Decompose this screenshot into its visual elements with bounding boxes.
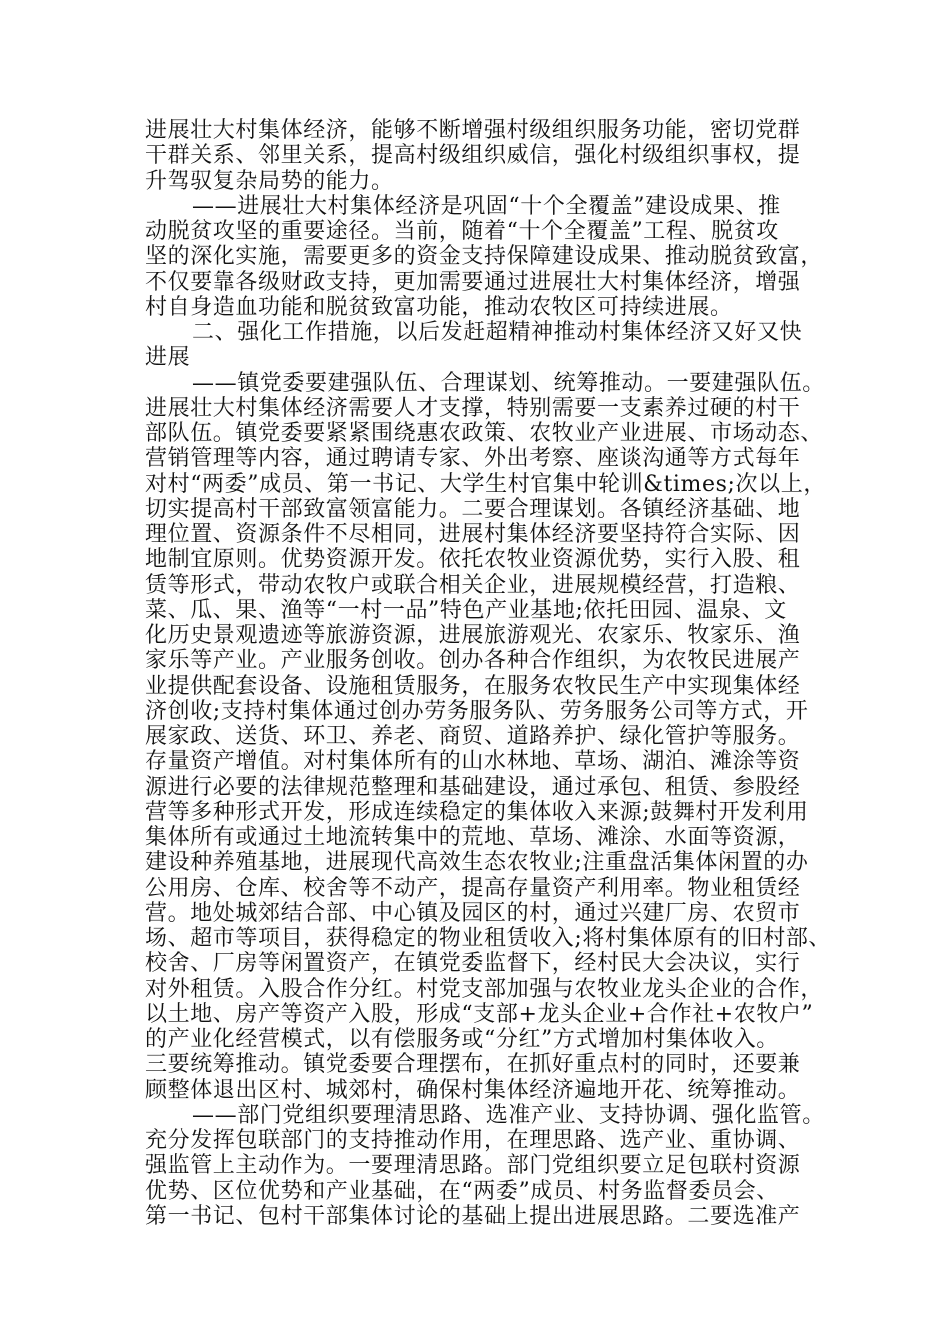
text-line: 以土地、房产等资产入股，形成“支部+龙头企业+合作社+农牧户” <box>145 1001 814 1027</box>
text-line: 对村“两委”成员、第一书记、大学生村官集中轮训&times;次以上， <box>145 471 826 497</box>
text-line: 顾整体退出区村、城郊村，确保村集体经济遍地开花、统筹推动。 <box>145 1077 801 1103</box>
text-line: ——镇党委要建强队伍、合理谋划、统筹推动。一要建强队伍。 <box>192 370 825 396</box>
text-line: ——部门党组织要理清思路、选准产业、支持协调、强化监管。 <box>192 1102 825 1128</box>
text-line: 坚的深化实施，需要更多的资金支持保障建设成果、推动脱贫致富， <box>145 244 824 270</box>
text-line: 进展壮大村集体经济需要人才支撑，特别需要一支素养过硬的村干 <box>145 395 801 421</box>
text-line: 切实提高村干部致富领富能力。二要合理谋划。各镇经济基础、地 <box>145 496 801 522</box>
text-line: 进展壮大村集体经济，能够不断增强村级组织服务功能，密切党群 <box>145 118 801 143</box>
text-line: 进展 <box>145 345 191 371</box>
text-line: 的产业化经营模式，以有偿服务或“分红”方式增加村集体收入。 <box>145 1027 779 1052</box>
text-line: 对外租赁。入股合作分红。村党支部加强与农牧业龙头企业的合作， <box>145 976 824 1002</box>
text-line: 公用房、仓库、校舍等不动产，提高存量资产利用率。物业租赁经 <box>145 875 801 901</box>
text-line: 家乐等产业。产业服务创收。创办各种合作组织，为农牧民进展产 <box>145 648 801 674</box>
text-line: 强监管上主动作为。一要理清思路。部门党组织要立足包联村资源 <box>145 1153 801 1179</box>
text-line: 干群关系、邻里关系，提高村级组织威信，强化村级组织事权，提 <box>145 143 801 169</box>
text-line: 地制宜原则。优势资源开发。依托农牧业资源优势，实行入股、租 <box>145 547 801 573</box>
text-line: 展家政、送货、环卫、养老、商贸、道路养护、绿化管护等服务。 <box>145 724 801 749</box>
text-line: 营等多种形式开发，形成连续稳定的集体收入来源;鼓舞村开发利用 <box>145 799 809 825</box>
text-line: 业提供配套设备、设施租赁服务，在服务农牧民生产中实现集体经 <box>145 673 801 699</box>
text-line: 菜、瓜、果、渔等“一村一品”特色产业基地;依托田园、温泉、文 <box>145 597 787 623</box>
text-line: 化历史景观遗迹等旅游资源，进展旅游观光、农家乐、牧家乐、渔 <box>145 623 801 648</box>
text-line: 理位置、资源条件不尽相同，进展村集体经济要坚持符合实际、因 <box>145 522 801 547</box>
text-line: 三要统筹推动。镇党委要合理摆布，在抓好重点村的同时，还要兼 <box>145 1052 801 1078</box>
text-line: 部队伍。镇党委要紧紧围绕惠农政策、农牧业产业进展、市场动态、 <box>145 421 824 446</box>
text-line: 优势、区位优势和产业基础，在“两委”成员、村务监督委员会、 <box>145 1178 779 1204</box>
text-line: 第一书记、包村干部集体讨论的基础上提出进展思路。二要选准产 <box>145 1203 801 1229</box>
text-line: 营销管理等内容，通过聘请专家、外出考察、座谈沟通等方式每年 <box>145 446 801 472</box>
text-line: 建设种养殖基地，进展现代高效生态农牧业;注重盘活集体闲置的办 <box>145 850 809 876</box>
text-line: 存量资产增值。对村集体所有的山水林地、草场、湖泊、滩涂等资 <box>145 749 801 775</box>
text-line: 校舍、厂房等闲置资产，在镇党委监督下，经村民大会决议，实行 <box>145 951 801 977</box>
text-line: 源进行必要的法律规范整理和基础建设，通过承包、租赁、参股经 <box>145 774 801 800</box>
text-line: 村自身造血功能和脱贫致富功能，推动农牧区可持续进展。 <box>145 294 733 320</box>
text-line: 营。地处城郊结合部、中心镇及园区的村，通过兴建厂房、农贸市 <box>145 900 801 926</box>
text-line: 集体所有或通过土地流转集中的荒地、草场、滩涂、水面等资源， <box>145 825 801 850</box>
text-line: 赁等形式，带动农牧户或联合相关企业，进展规模经营，打造粮、 <box>145 572 801 598</box>
text-line: 充分发挥包联部门的支持推动作用，在理思路、选产业、重协调、 <box>145 1128 801 1153</box>
text-line: 济创收;支持村集体通过创办劳务服务队、劳务服务公司等方式，开 <box>145 698 809 724</box>
text-line: ——进展壮大村集体经济是巩固“十个全覆盖”建设成果、推 <box>192 193 781 219</box>
document-body <box>145 118 835 1229</box>
text-line: 场、超市等项目，获得稳定的物业租赁收入;将村集体原有的旧村部、 <box>145 926 832 951</box>
text-line: 动脱贫攻坚的重要途径。当前，随着“十个全覆盖”工程、脱贫攻 <box>145 219 779 244</box>
text-line: 不仅要靠各级财政支持，更加需要通过进展壮大村集体经济，增强 <box>145 269 801 295</box>
text-line: 升驾驭复杂局势的能力。 <box>145 168 394 194</box>
text-line: 二、强化工作措施，以后发赶超精神推动村集体经济又好又快 <box>192 320 803 345</box>
